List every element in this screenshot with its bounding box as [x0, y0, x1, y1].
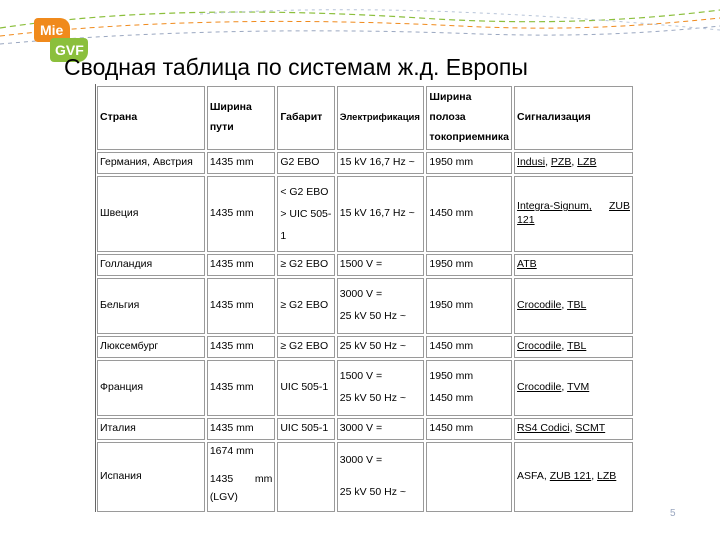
table-row — [97, 152, 633, 174]
cell-signaling: Crocodile, TVM — [514, 360, 633, 416]
table-row — [97, 418, 633, 440]
header-width: Ширина пути — [207, 86, 276, 150]
cell-band: 1950 mm — [426, 254, 512, 276]
cell-country: Германия, Австрия — [97, 152, 205, 174]
cell-gauge: UIC 505-1 — [277, 418, 334, 440]
cell-electrification: 25 kV 50 Hz ~ — [337, 336, 425, 358]
signal-link[interactable]: TBL — [567, 339, 587, 352]
logo-top: Mie — [34, 18, 70, 42]
cell-gauge — [277, 442, 334, 512]
page-title: Сводная таблица по системам ж.д. Европы — [64, 54, 528, 80]
cell-width: 1435 mm — [207, 152, 276, 174]
cell-band: 1450 mm — [426, 418, 512, 440]
cell-electrification: 3000 V = — [337, 418, 425, 440]
cell-country: Италия — [97, 418, 205, 440]
signal-link[interactable]: Crocodile — [517, 380, 562, 393]
cell-gauge: ≥ G2 EBO — [277, 336, 334, 358]
cell-country: Испания — [97, 442, 205, 512]
table-row — [97, 360, 633, 416]
cell-electrification: 3000 V = 25 kV 50 Hz ~ — [337, 278, 425, 334]
cell-signaling: Crocodile, TBL — [514, 278, 633, 334]
cell-gauge: < G2 EBO > UIC 505- 1 — [277, 176, 334, 252]
signal-link[interactable]: 121 — [517, 213, 535, 226]
cell-width: 1435 mm — [207, 418, 276, 440]
table-row — [97, 442, 633, 512]
cell-signaling — [514, 176, 633, 252]
cell-signaling: ASFA, ZUB 121, LZB — [514, 442, 633, 512]
table-row — [97, 254, 633, 276]
cell-country: Голландия — [97, 254, 205, 276]
cell-signaling: Crocodile, TBL — [514, 336, 633, 358]
cell-width: 1435 mm — [207, 278, 276, 334]
cell-signaling: RS4 Codici, SCMT — [514, 418, 633, 440]
signal-link[interactable]: PZB — [550, 155, 572, 168]
cell-electrification: 1500 V = — [337, 254, 425, 276]
table-row — [97, 278, 633, 334]
signal-link[interactable]: SCMT — [575, 421, 606, 434]
cell-signaling: Indusi, PZB, LZB — [514, 152, 633, 174]
cell-gauge: ≥ G2 EBO — [277, 278, 334, 334]
header-electrification: Электрификация — [337, 86, 425, 150]
signal-link[interactable]: Crocodile — [517, 298, 562, 311]
cell-electrification: 15 kV 16,7 Hz ~ — [337, 152, 425, 174]
signal-link[interactable]: ZUB 121 — [549, 469, 592, 482]
railway-systems-table — [95, 84, 635, 512]
signal-link[interactable]: TBL — [567, 298, 587, 311]
signal-link[interactable]: RS4 Codici — [517, 421, 570, 434]
signal-link[interactable]: Indusi — [517, 155, 546, 168]
cell-country: Люксембург — [97, 336, 205, 358]
cell-electrification: 1500 V = 25 kV 50 Hz ~ — [337, 360, 425, 416]
cell-band — [426, 442, 512, 512]
signal-link[interactable]: Integra-Signum, — [517, 200, 592, 213]
cell-gauge: ≥ G2 EBO — [277, 254, 334, 276]
header-signaling: Сигнализация — [514, 86, 633, 150]
cell-country: Бельгия — [97, 278, 205, 334]
cell-width: 1674 mm 1435 mm (LGV) — [207, 442, 276, 512]
cell-country: Швеция — [97, 176, 205, 252]
signal-link[interactable]: ATB — [517, 257, 537, 270]
logo-bottom: GVF — [50, 38, 88, 62]
header-row — [97, 86, 633, 150]
cell-width: 1435 mm — [207, 176, 276, 252]
header-country: Страна — [97, 86, 205, 150]
cell-band: 1950 mm — [426, 278, 512, 334]
signal-link[interactable]: Crocodile — [517, 339, 562, 352]
signal-link[interactable]: LZB — [577, 155, 597, 168]
signal-text: ASFA — [517, 469, 544, 482]
cell-width: 1435 mm — [207, 254, 276, 276]
header-band: Ширина полоза токоприемника — [426, 86, 512, 150]
signal-link[interactable]: LZB — [597, 469, 617, 482]
cell-electrification: 15 kV 16,7 Hz ~ — [337, 176, 425, 252]
cell-signaling — [514, 254, 633, 276]
signal-link[interactable]: TVM — [567, 380, 590, 393]
cell-width: 1435 mm — [207, 336, 276, 358]
page-number: 5 — [670, 508, 676, 519]
table-row — [97, 336, 633, 358]
signal-link[interactable]: ZUB — [609, 200, 630, 213]
cell-electrification: 3000 V = 25 kV 50 Hz ~ — [337, 442, 425, 512]
decorative-swooshes — [0, 0, 720, 60]
cell-band: 1450 mm — [426, 336, 512, 358]
header-gauge: Габарит — [277, 86, 334, 150]
table-row — [97, 176, 633, 252]
cell-width: 1435 mm — [207, 360, 276, 416]
cell-gauge: UIC 505-1 — [277, 360, 334, 416]
cell-band: 1950 mm — [426, 152, 512, 174]
cell-country: Франция — [97, 360, 205, 416]
cell-band: 1450 mm — [426, 176, 512, 252]
cell-gauge: G2 EBO — [277, 152, 334, 174]
cell-band: 1950 mm 1450 mm — [426, 360, 512, 416]
